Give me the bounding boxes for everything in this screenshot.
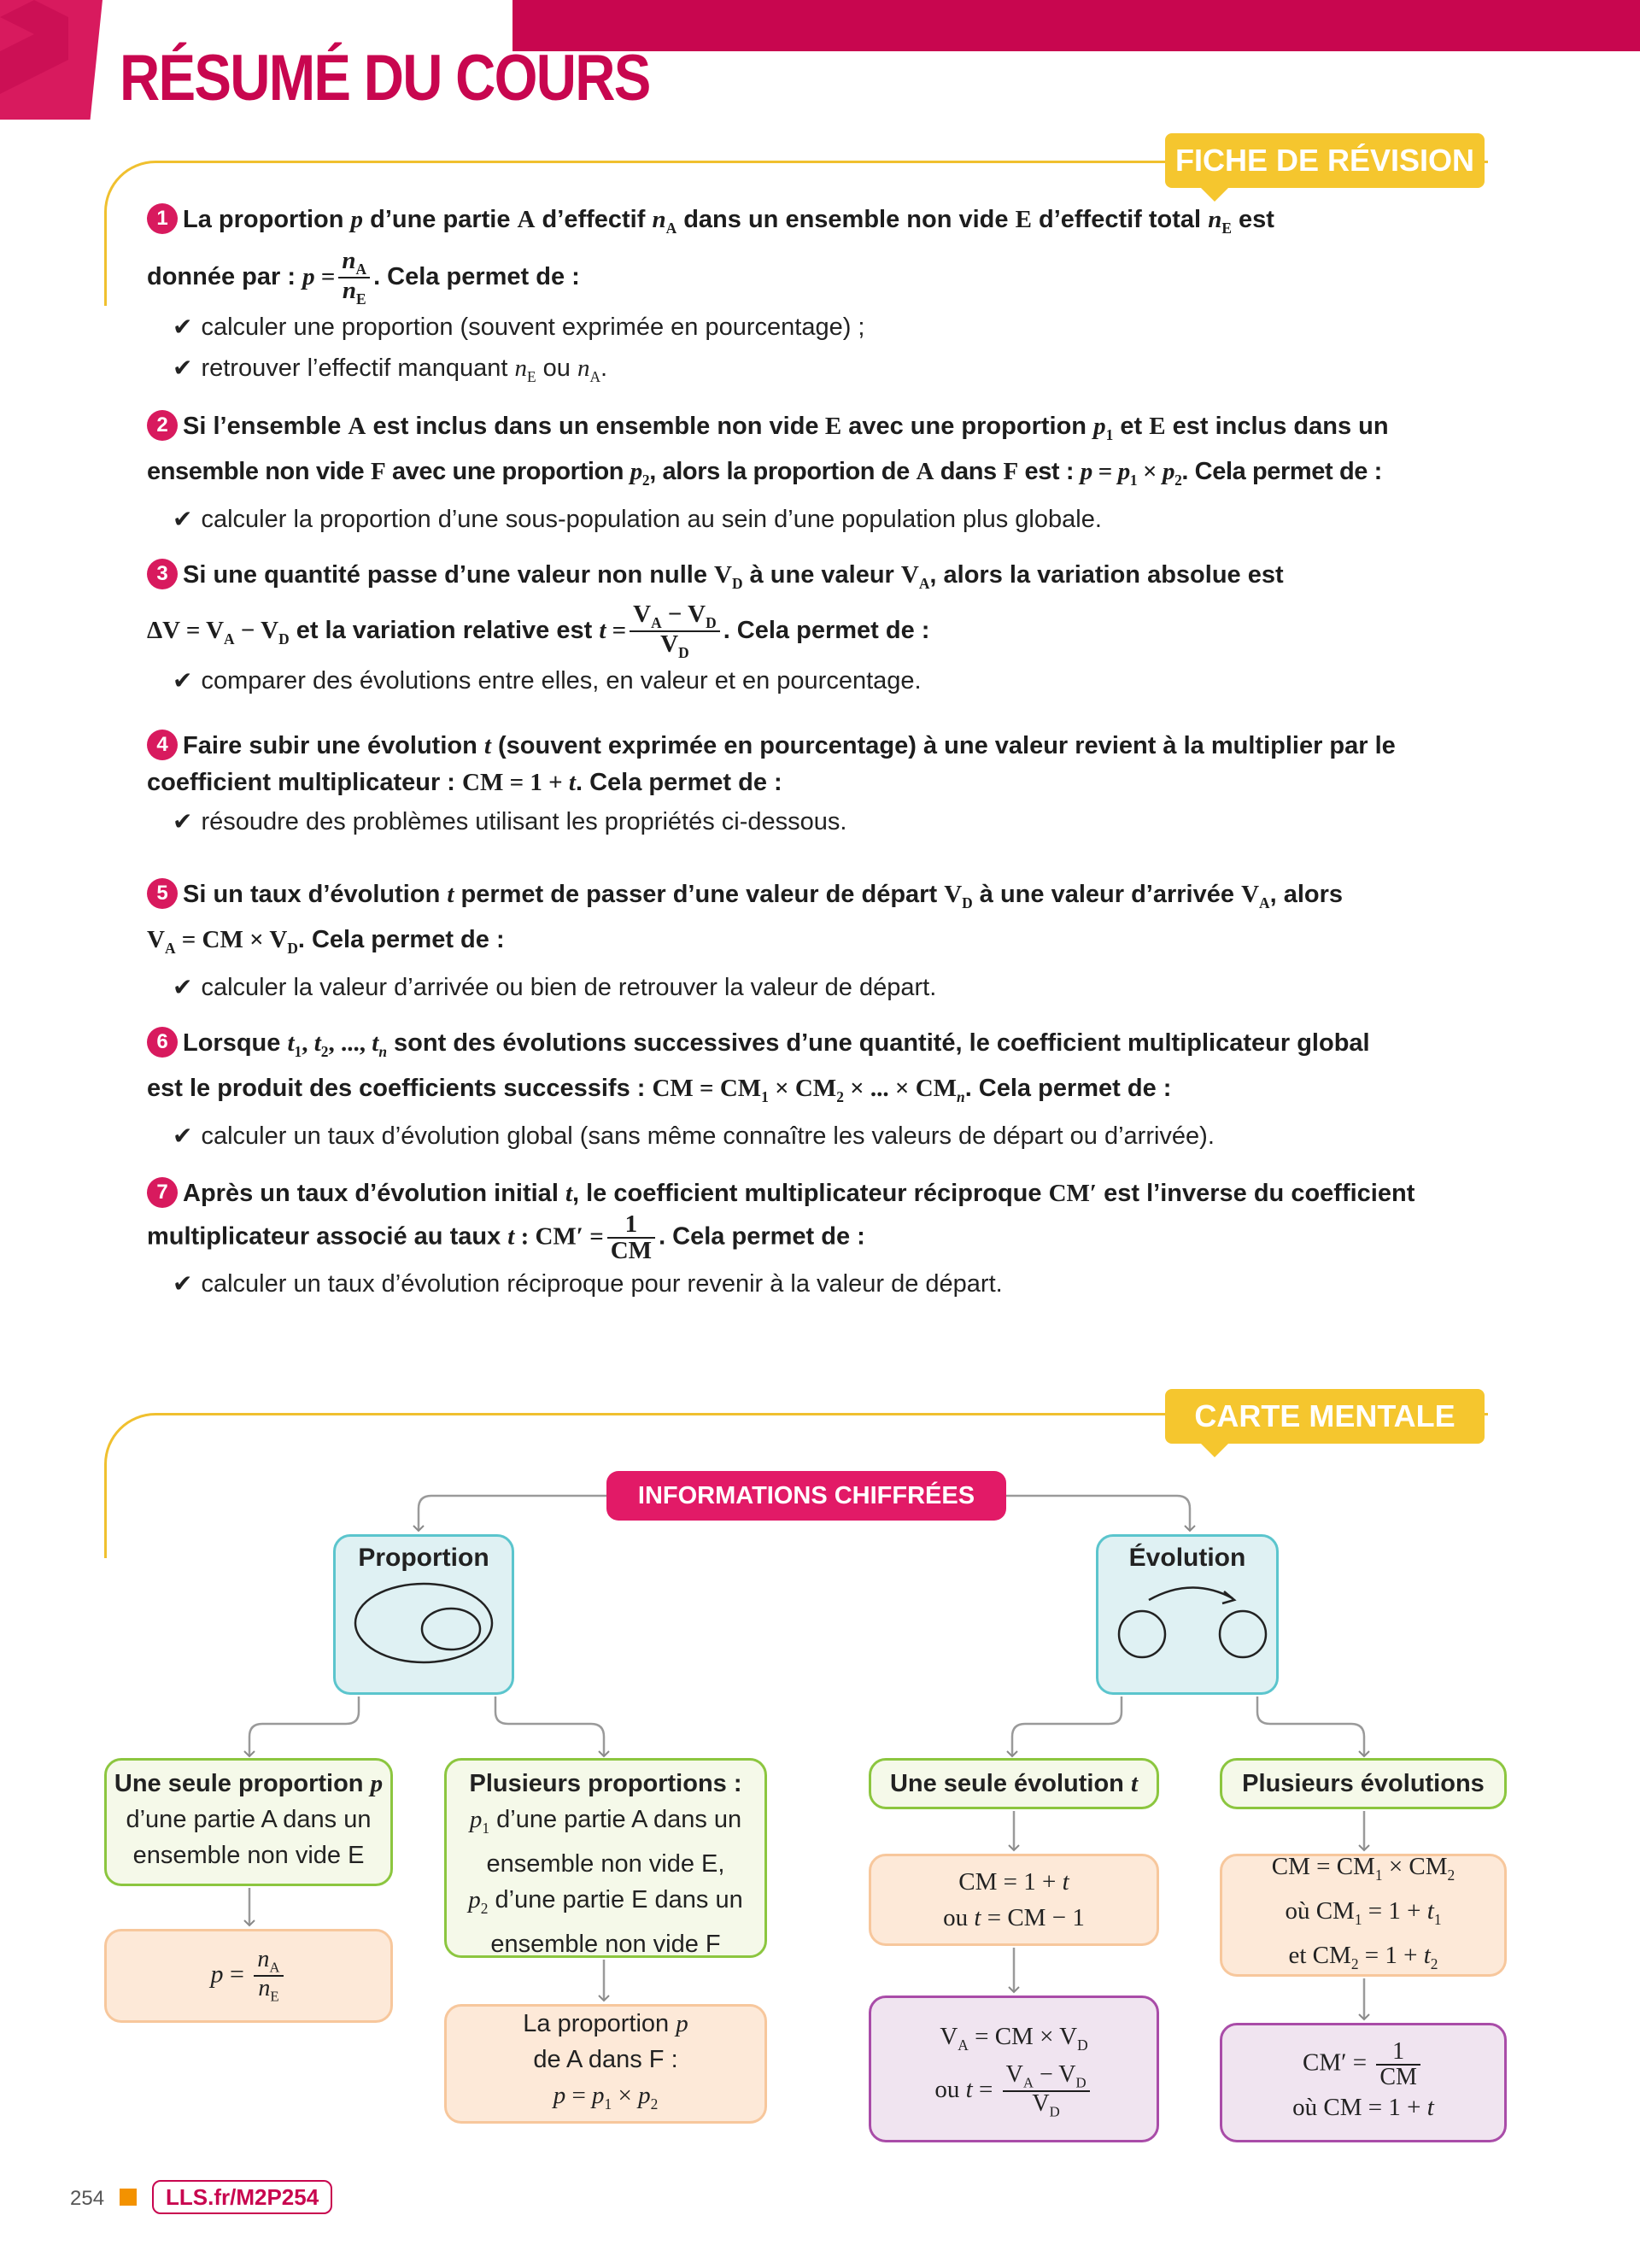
- multiple-evolutions-node: Plusieurs évolutions: [1220, 1758, 1507, 1809]
- footer-square: [120, 2189, 137, 2206]
- evolution-arrow-icon: [1102, 1576, 1273, 1670]
- page-number: 254: [70, 2187, 105, 2210]
- revision-item-5: 5 Si un taux d’évolution t permet de passer d’une valeur de départ $V_D$ à une valeur d’arrivée $V_A$, alors $V_A$ = CM × $V_D$. Cela permet de : ✔ calculer la valeur d’arrivée ou bien de retrouver la valeur de départ.: [147, 876, 1479, 1008]
- item-number: 7: [147, 1177, 178, 1208]
- revision-item-4: 4 Faire subir une évolution t (souvent exprimée en pourcentage) à une valeur revient à la multiplier par le coefficient multiplicateur : CM = 1 + t. Cela permet de : ✔ résoudre des problèmes utilisant les propriétés ci-dessous.: [147, 728, 1479, 842]
- single-evolution-formula: CM = 1 + t ou t = CM − 1: [869, 1854, 1159, 1946]
- check-item: ✔ comparer des évolutions entre elles, en valeur et en pourcentage.: [147, 660, 1479, 701]
- proportion-category: [333, 1534, 514, 1695]
- evolution-label: Évolution: [1128, 1544, 1246, 1572]
- item-number: 6: [147, 1027, 178, 1058]
- fraction: $\frac{1}{CM}$: [607, 1212, 655, 1263]
- revision-item-2: 2 Si l’ensemble A est inclus dans un ensemble non vide E avec une proportion $p_1$ et E est inclus dans un ensemble non vide F avec une proportion $p_2$, alors la proportion de A dans F est : $p = p_1 \times p_2$. Cela permet de : ✔ calculer la proportion d’une sous-population au sein d’une population plus globale.: [147, 408, 1479, 540]
- check-item: ✔ calculer la valeur d’arrivée ou bien de retrouver la valeur de départ.: [147, 967, 1479, 1008]
- revision-item-3: 3 Si une quantité passe d’une valeur non nulle $V_D$ à une valeur $V_A$, alors la variation absolue est $\Delta V = V_A - V_D$ et la variation relative est t = $\frac{V_A - V_D}{V_D}$ . Cela permet de : ✔ comparer des évolutions entre elles, en valeur et en pourcentage.: [147, 557, 1479, 701]
- header-corner-decoration: [0, 0, 102, 120]
- resource-link[interactable]: LLS.fr/M2P254: [152, 2180, 332, 2214]
- single-evolution-node: Une seule évolution t: [869, 1758, 1159, 1809]
- item-number: 4: [147, 730, 178, 760]
- check-item: ✔ retrouver l’effectif manquant $n_E$ ou $n_A$.: [147, 348, 1479, 397]
- item-number: 5: [147, 878, 178, 909]
- item-number: 3: [147, 559, 178, 589]
- revision-item-1: 1 La proportion p d’une partie A d’effectif $n_A$ dans un ensemble non vide E d’effectif total $n_E$ est donnée par : p = $\frac{n_A}{n_E}$ . Cela permet de : ✔ calculer une proportion (souvent exprimée en pourcentage) ; ✔ retrouver l’effectif manquant $n_E$ ou $n_A$.: [147, 202, 1479, 397]
- sets-diagram-icon: [347, 1576, 501, 1670]
- page-title: RÉSUMÉ DU COURS: [120, 42, 650, 114]
- header-band: [512, 0, 1640, 51]
- item-number: 1: [147, 203, 178, 234]
- single-proportion-node: Une seule proportion p d’une partie A dans un ensemble non vide E: [104, 1758, 393, 1886]
- single-proportion-formula: p = $\frac{n_A}{n_E}$: [104, 1929, 393, 2023]
- mindmap-root: INFORMATIONS CHIFFRÉES: [606, 1471, 1006, 1521]
- revision-tab: FICHE DE RÉVISION: [1165, 133, 1485, 188]
- check-item: ✔ calculer une proportion (souvent exprimée en pourcentage) ;: [147, 307, 1479, 348]
- fraction: $\frac{n_A}{n_E}$: [338, 249, 370, 307]
- revision-item-7: 7 Après un taux d’évolution initial t, le coefficient multiplicateur réciproque CM′ est l’inverse du coefficient multiplicateur associé au taux t : CM′ = $\frac{1}{CM}$ . Cela permet de : ✔ calculer un taux d’évolution réciproque pour revenir à la valeur de départ.: [147, 1175, 1479, 1304]
- cube-pattern-icon: [0, 0, 102, 120]
- check-item: ✔ calculer la proportion d’une sous-population au sein d’une population plus globale.: [147, 499, 1479, 540]
- evolution-category: [1096, 1534, 1279, 1695]
- multiple-evolutions-formula: CM = $CM_1 \times CM_2$ où $CM_1 = 1 + t_1$ et $CM_2 = 1 + t_2$: [1220, 1854, 1507, 1977]
- fraction: $\frac{V_A - V_D}{V_D}$: [630, 602, 720, 660]
- check-item: ✔ calculer un taux d’évolution global (sans même connaître les valeurs de départ ou d’arrivée).: [147, 1116, 1479, 1157]
- mindmap-tab: CARTE MENTALE: [1165, 1389, 1485, 1444]
- single-evolution-values: $V_A$ = CM × $V_D$ ou t = $\frac{V_A - V_D}{V_D}$: [869, 1995, 1159, 2142]
- check-item: ✔ résoudre des problèmes utilisant les propriétés ci-dessous.: [147, 801, 1479, 842]
- multiple-proportions-node: Plusieurs proportions : $p_1$ d’une partie A dans un ensemble non vide E, $p_2$ d’une partie E dans un ensemble non vide F: [444, 1758, 767, 1958]
- multiple-proportions-formula: La proportion p de A dans F : $p = p_1 \times p_2$: [444, 2004, 767, 2124]
- item-number: 2: [147, 410, 178, 441]
- proportion-label: Proportion: [358, 1544, 489, 1572]
- multiple-evolutions-reciprocal: CM′ = $\frac{1}{CM}$ où CM = 1 + t: [1220, 2023, 1507, 2142]
- check-item: ✔ calculer un taux d’évolution réciproque pour revenir à la valeur de départ.: [147, 1263, 1479, 1304]
- revision-item-6: 6 Lorsque $t_1$, $t_2$, ..., $t_n$ sont des évolutions successives d’une quantité, le coefficient multiplicateur global est le produit des coefficients successifs : CM = $CM_1 \times CM_2$ × ... × $CM_n$. Cela permet de : ✔ calculer un taux d’évolution global (sans même connaître les valeurs de départ ou d’arrivée).: [147, 1025, 1479, 1157]
